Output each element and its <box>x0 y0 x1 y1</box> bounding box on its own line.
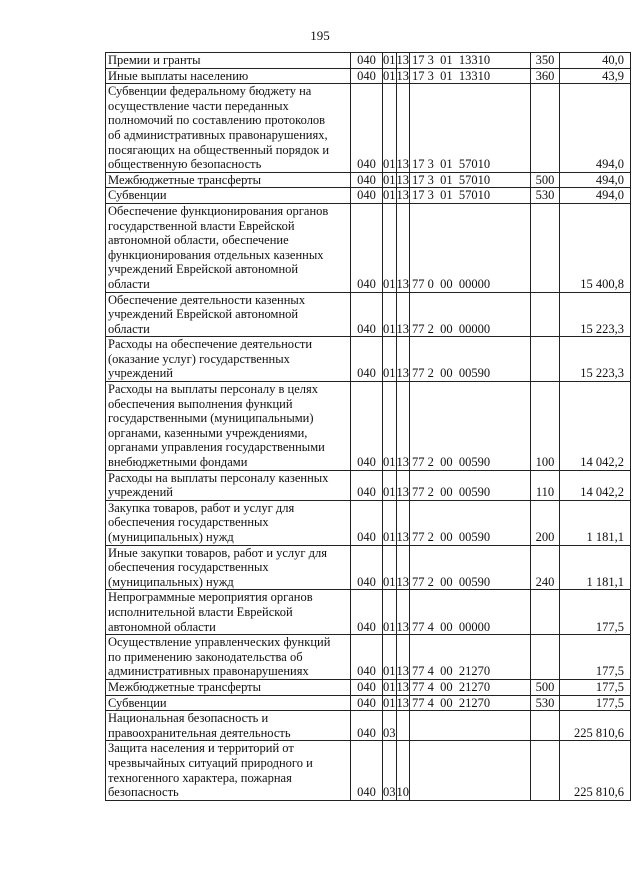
section-code-cell: 01 <box>383 635 397 680</box>
table-row <box>106 68 631 84</box>
ved-code-cell: 040 <box>351 292 383 337</box>
amount-cell: 40,0 <box>560 53 631 69</box>
target-article-cell: 77 4 00 21270 <box>410 635 531 680</box>
row-name-cell: Осуществление управленческих функций по применению законодательства об административных правонарушениях <box>106 635 351 680</box>
row-name-cell: Иные закупки товаров, работ и услуг для обеспечения государственных (муниципальных) нужд <box>106 545 351 590</box>
ved-code-cell: 040 <box>351 172 383 188</box>
amount-cell: 177,5 <box>560 635 631 680</box>
row-name-cell: Межбюджетные трансферты <box>106 172 351 188</box>
row-name-cell: Премии и гранты <box>106 53 351 69</box>
section-code-cell: 01 <box>383 590 397 635</box>
amount-cell: 1 181,1 <box>560 545 631 590</box>
row-name-cell: Субвенции <box>106 188 351 204</box>
subsection-code-cell: 13 <box>396 679 409 694</box>
ved-code-cell: 040 <box>351 590 383 635</box>
table-row <box>106 695 631 711</box>
table-row <box>106 172 631 188</box>
amount-cell: 494,0 <box>560 188 631 204</box>
expense-type-cell <box>531 337 560 382</box>
expense-type-cell <box>531 203 560 292</box>
ved-code-cell: 040 <box>351 68 383 84</box>
amount-cell: 494,0 <box>560 84 631 173</box>
row-name-cell: Защита населения и территорий от чрезвычайных ситуаций природного и техногенного характера, пожарная безопасность <box>106 741 351 800</box>
page-number: 195 <box>310 28 330 43</box>
target-article-cell: 77 2 00 00590 <box>410 545 531 590</box>
amount-cell: 177,5 <box>560 590 631 635</box>
subsection-code-cell: 13 <box>396 84 410 173</box>
ved-code-cell: 040 <box>351 470 383 500</box>
table-row <box>106 679 631 695</box>
amount-cell: 43,9 <box>560 68 631 84</box>
amount-cell: 14 042,2 <box>560 470 631 500</box>
subsection-code-cell: 13 <box>396 500 410 545</box>
subsection-code-cell: 10 <box>396 741 410 800</box>
subsection-code-cell: 13 <box>396 203 410 292</box>
table-row <box>106 545 631 590</box>
ved-code-cell: 040 <box>351 500 383 545</box>
table-row <box>106 590 631 635</box>
ved-code-cell: 040 <box>351 337 383 382</box>
amount-cell: 177,5 <box>560 695 631 711</box>
ved-code-cell: 040 <box>351 188 383 204</box>
subsection-code-cell: 13 <box>396 545 410 590</box>
section-code-cell: 01 <box>383 545 397 590</box>
expense-type-cell <box>531 711 560 741</box>
target-article-cell <box>410 711 531 741</box>
expense-type-cell: 200 <box>531 500 560 545</box>
ved-code-cell: 040 <box>351 84 383 173</box>
subsection-code-cell: 13 <box>396 635 410 680</box>
section-code-cell: 01 <box>383 203 397 292</box>
ved-code-cell: 040 <box>351 711 383 741</box>
expense-type-cell: 530 <box>531 188 560 204</box>
row-name-cell: Межбюджетные трансферты <box>106 679 351 695</box>
target-article-cell: 77 2 00 00590 <box>410 382 531 471</box>
ved-code-cell: 040 <box>351 53 383 69</box>
row-name-cell: Расходы на выплаты персоналу в целях обеспечения выполнения функций государственными (муниципальными) органами, казенными учреждениями, органами управления государственными внебюджетными фондами <box>106 382 351 471</box>
subsection-code-cell: 13 <box>396 695 409 710</box>
subsection-code-cell <box>396 711 410 741</box>
expense-type-cell: 350 <box>531 53 560 69</box>
row-name-cell: Иные выплаты населению <box>106 68 351 84</box>
target-article-cell: 17 3 01 13310 <box>410 53 531 69</box>
row-name-cell: Расходы на обеспечение деятельности (оказание услуг) государственных учреждений <box>106 337 351 382</box>
row-name-cell: Субвенции федеральному бюджету на осуществление части переданных полномочий по составлению протоколов об административных правонарушениях, посягающих на общественный порядок и общественную безопасность <box>106 84 351 173</box>
expense-type-cell <box>531 635 560 680</box>
amount-cell: 494,0 <box>560 172 631 188</box>
section-code-cell: 01 <box>383 84 397 173</box>
table-row <box>106 188 631 204</box>
section-code-cell: 01 <box>383 188 396 203</box>
target-article-cell: 77 2 00 00590 <box>410 337 531 382</box>
ved-code-cell: 040 <box>351 203 383 292</box>
target-article-cell <box>410 741 531 800</box>
expense-type-cell: 110 <box>531 470 560 500</box>
budget-table <box>105 52 631 801</box>
expense-type-cell <box>531 84 560 173</box>
amount-cell: 15 223,3 <box>560 337 631 382</box>
section-code-cell: 01 <box>383 53 396 67</box>
target-article-cell: 77 4 00 00000 <box>410 590 531 635</box>
target-article-cell: 77 4 00 21270 <box>410 679 531 695</box>
table-row <box>106 382 631 471</box>
budget-table-body <box>106 53 631 801</box>
row-name-cell: Обеспечение деятельности казенных учреждений Еврейской автономной области <box>106 292 351 337</box>
amount-cell: 177,5 <box>560 679 631 695</box>
table-row <box>106 470 631 500</box>
target-article-cell: 17 3 01 57010 <box>410 172 531 188</box>
table-row <box>106 203 631 292</box>
ved-code-cell: 040 <box>351 635 383 680</box>
expense-type-cell: 530 <box>531 695 560 711</box>
row-name-cell: Субвенции <box>106 695 351 711</box>
expense-type-cell: 100 <box>531 382 560 471</box>
ved-code-cell: 040 <box>351 545 383 590</box>
subsection-code-cell: 13 <box>396 53 409 67</box>
expense-type-cell <box>531 590 560 635</box>
amount-cell: 225 810,6 <box>560 711 631 741</box>
table-row <box>106 500 631 545</box>
target-article-cell: 77 4 00 21270 <box>410 695 531 711</box>
expense-type-cell: 240 <box>531 545 560 590</box>
section-code-cell: 03 <box>383 711 397 741</box>
table-row <box>106 741 631 800</box>
ved-code-cell: 040 <box>351 382 383 471</box>
expense-type-cell: 500 <box>531 679 560 695</box>
section-code-cell: 01 <box>383 68 396 83</box>
subsection-code-cell: 13 <box>396 590 410 635</box>
section-code-cell: 01 <box>383 500 397 545</box>
ved-code-cell: 040 <box>351 741 383 800</box>
row-name-cell: Национальная безопасность и правоохранительная деятельность <box>106 711 351 741</box>
subsection-code-cell: 13 <box>396 172 409 187</box>
expense-type-cell <box>531 292 560 337</box>
amount-cell: 225 810,6 <box>560 741 631 800</box>
target-article-cell: 77 0 00 00000 <box>410 203 531 292</box>
row-name-cell: Непрограммные мероприятия органов исполнительной власти Еврейской автономной области <box>106 590 351 635</box>
section-code-cell: 01 <box>383 679 396 694</box>
amount-cell: 14 042,2 <box>560 382 631 471</box>
section-code-cell: 01 <box>383 470 397 500</box>
amount-cell: 1 181,1 <box>560 500 631 545</box>
table-row <box>106 84 631 173</box>
section-code-cell: 01 <box>383 292 397 337</box>
subsection-code-cell: 13 <box>396 470 410 500</box>
table-row <box>106 337 631 382</box>
subsection-code-cell: 13 <box>396 382 410 471</box>
section-code-cell: 01 <box>383 172 396 187</box>
section-code-cell: 03 <box>383 741 397 800</box>
target-article-cell: 17 3 01 57010 <box>410 84 531 173</box>
target-article-cell: 77 2 00 00590 <box>410 500 531 545</box>
ved-code-cell: 040 <box>351 695 383 711</box>
expense-type-cell: 500 <box>531 172 560 188</box>
target-article-cell: 17 3 01 13310 <box>410 68 531 84</box>
subsection-code-cell: 13 <box>396 68 409 83</box>
table-row <box>106 711 631 741</box>
row-name-cell: Закупка товаров, работ и услуг для обеспечения государственных (муниципальных) нужд <box>106 500 351 545</box>
section-code-cell: 01 <box>383 695 396 710</box>
subsection-code-cell: 13 <box>396 337 410 382</box>
row-name-cell: Расходы на выплаты персоналу казенных учреждений <box>106 470 351 500</box>
target-article-cell: 77 2 00 00590 <box>410 470 531 500</box>
table-row <box>106 53 631 69</box>
amount-cell: 15 400,8 <box>560 203 631 292</box>
expense-type-cell <box>531 741 560 800</box>
amount-cell: 15 223,3 <box>560 292 631 337</box>
target-article-cell: 77 2 00 00000 <box>410 292 531 337</box>
subsection-code-cell: 13 <box>396 292 410 337</box>
ved-code-cell: 040 <box>351 679 383 695</box>
section-code-cell: 01 <box>383 337 397 382</box>
target-article-cell: 17 3 01 57010 <box>410 188 531 204</box>
row-name-cell: Обеспечение функционирования органов государственной власти Еврейской автономной области, обеспечение функционирования отдельных казенных учреждений Еврейской автономной области <box>106 203 351 292</box>
table-row <box>106 635 631 680</box>
subsection-code-cell: 13 <box>396 188 409 203</box>
section-code-cell: 01 <box>383 382 397 471</box>
expense-type-cell: 360 <box>531 68 560 84</box>
table-row <box>106 292 631 337</box>
